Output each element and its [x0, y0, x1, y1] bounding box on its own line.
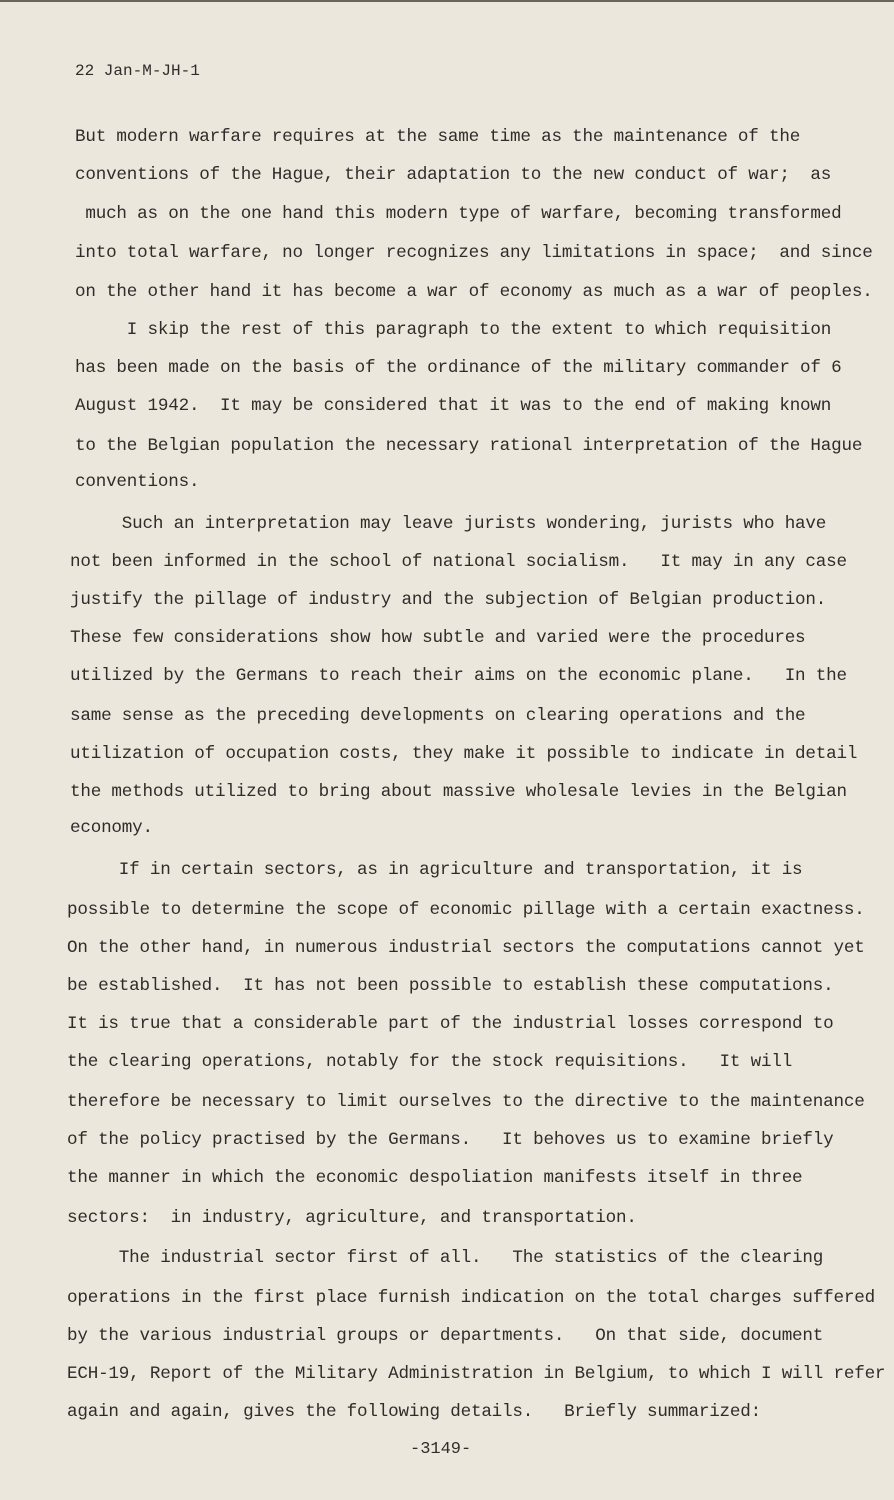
text-line: utilized by the Germans to reach their aims on the economic plane. In the — [70, 666, 847, 686]
text-line: the methods utilized to bring about massive wholesale levies in the Belgian — [70, 782, 847, 802]
text-line: These few considerations show how subtle and varied were the procedures — [70, 628, 806, 648]
text-line: on the other hand it has become a war of economy as much as a war of peoples. — [75, 282, 873, 302]
text-line: But modern warfare requires at the same time as the maintenance of the — [75, 127, 801, 147]
text-line: into total warfare, no longer recognizes any limitations in space; and since — [75, 243, 873, 263]
text-line: justify the pillage of industry and the subjection of Belgian production. — [70, 590, 827, 610]
text-line: utilization of occupation costs, they make it possible to indicate in detail — [70, 744, 858, 764]
text-line: On the other hand, in numerous industrial sectors the computations cannot yet — [67, 938, 865, 958]
text-line: sectors: in industry, agriculture, and transportation. — [67, 1208, 637, 1228]
text-line: not been informed in the school of national socialism. It may in any case — [70, 552, 847, 572]
text-line: the clearing operations, notably for the stock requisitions. It will — [67, 1052, 793, 1072]
text-line: It is true that a considerable part of the industrial losses correspond to — [67, 1014, 834, 1034]
text-line: possible to determine the scope of economic pillage with a certain exactness. — [67, 900, 865, 920]
text-line: ECH-19, Report of the Military Administration in Belgium, to which I will refer — [67, 1364, 886, 1384]
text-line: much as on the one hand this modern type of warfare, becoming transformed — [75, 204, 842, 224]
text-line: Such an interpretation may leave jurists wondering, jurists who have — [70, 514, 827, 534]
text-line: the manner in which the economic despoliation manifests itself in three — [67, 1168, 803, 1188]
text-line: operations in the first place furnish indication on the total charges suffered — [67, 1288, 875, 1308]
text-line: therefore be necessary to limit ourselves to the directive to the maintenance — [67, 1092, 865, 1112]
text-line: conventions. — [75, 472, 200, 492]
text-line: of the policy practised by the Germans. It behoves us to examine briefly — [67, 1130, 834, 1150]
page-number: -3149- — [410, 1440, 472, 1459]
text-line: If in certain sectors, as in agriculture and transportation, it is — [67, 860, 803, 880]
text-line: August 1942. It may be considered that it was to the end of making known — [75, 396, 832, 416]
text-line: I skip the rest of this paragraph to the extent to which requisition — [75, 320, 832, 340]
document-header: 22 Jan-M-JH-1 — [75, 62, 200, 80]
text-line: same sense as the preceding developments on clearing operations and the — [70, 706, 806, 726]
text-line: has been made on the basis of the ordinance of the military commander of 6 — [75, 358, 842, 378]
text-line: be established. It has not been possible to establish these computations. — [67, 976, 834, 996]
text-line: again and again, gives the following details. Briefly summarized: — [67, 1402, 761, 1422]
text-line: to the Belgian population the necessary rational interpretation of the Hague — [75, 436, 863, 456]
text-line: economy. — [70, 818, 153, 838]
text-line: conventions of the Hague, their adaptation to the new conduct of war; as — [75, 165, 832, 185]
text-line: by the various industrial groups or departments. On that side, document — [67, 1326, 824, 1346]
page-top-edge — [0, 0, 894, 2]
text-line: The industrial sector first of all. The statistics of the clearing — [67, 1248, 824, 1268]
